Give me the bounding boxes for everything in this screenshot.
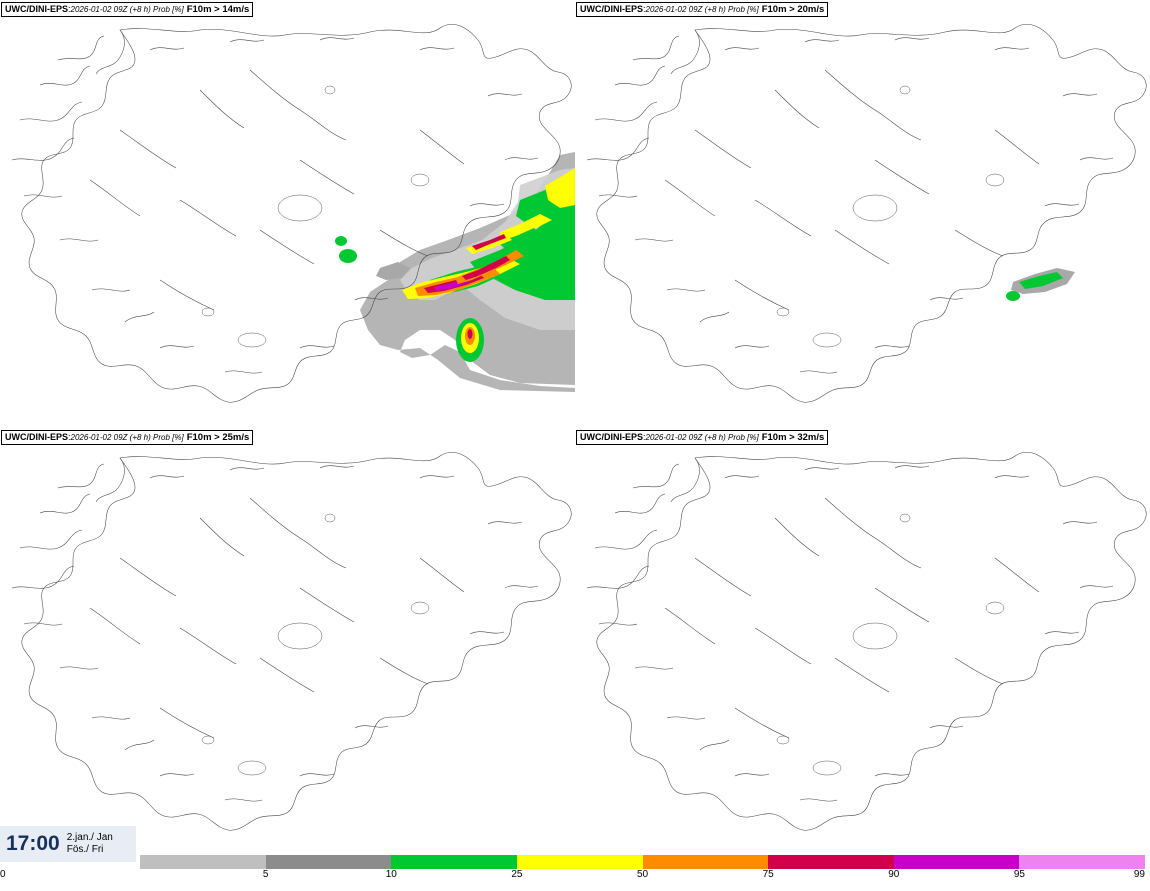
iceland-map-1 (575, 0, 1150, 427)
colorbar-segment-5 (140, 855, 266, 869)
colorbar-segment-90 (768, 855, 894, 869)
panel-run-label: 2026-01-02 09Z (+8 h) Prob [%] (70, 433, 184, 442)
colorbar-segment-50 (517, 855, 643, 869)
colorbar-tick-25: 25 (511, 869, 523, 880)
panel-title-3 (576, 430, 828, 445)
panel-title-separator: : (643, 4, 646, 14)
lakes-1 (777, 86, 1004, 347)
colorbar (0, 855, 1145, 880)
panel-variable-label: F10m > 20m/s (761, 4, 825, 15)
colorbar-tick-95: 95 (1013, 869, 1025, 880)
panel-model-label: UWC/DINI-EPS (580, 432, 643, 442)
colorbar-gradient (140, 855, 1145, 869)
colorbar-ticks (0, 869, 1145, 883)
panel-title-separator: : (68, 4, 71, 14)
panel-run-label: 2026-01-02 09Z (+8 h) Prob [%] (645, 433, 759, 442)
panel-variable-label: F10m > 14m/s (186, 4, 250, 15)
iceland-map-2 (0, 428, 575, 855)
map-canvas-2[interactable] (0, 428, 575, 855)
colorbar-tick-75: 75 (762, 869, 774, 880)
coastline-3 (587, 452, 1146, 830)
valid-date-line2: Fös./ Fri (66, 844, 104, 855)
colorbar-segment-10 (266, 855, 392, 869)
panel-title-0 (1, 2, 253, 17)
colorbar-tick-90: 90 (888, 869, 900, 880)
coastline-1 (587, 24, 1146, 402)
panel-model-label: UWC/DINI-EPS (580, 4, 643, 14)
colorbar-tick-5: 5 (262, 869, 269, 880)
panel-title-2 (1, 430, 253, 445)
coastline-2 (12, 452, 571, 830)
colorbar-tick-99: 99 (1133, 869, 1145, 880)
panel-title-1 (576, 2, 828, 17)
probability-shading-0 (335, 152, 575, 392)
colorbar-tick-0: 0 (0, 869, 6, 880)
lakes-2 (202, 514, 429, 775)
panel-title-separator: : (68, 432, 71, 442)
map-panel-0[interactable] (0, 0, 575, 427)
map-panel-2[interactable] (0, 428, 575, 855)
panel-variable-label: F10m > 25m/s (186, 432, 250, 443)
panel-run-label: 2026-01-02 09Z (+8 h) Prob [%] (645, 5, 759, 14)
valid-time: 17:00 (6, 832, 60, 855)
iceland-map-3 (575, 428, 1150, 855)
colorbar-segment-25 (391, 855, 517, 869)
panel-variable-label: F10m > 32m/s (761, 432, 825, 443)
panel-run-label: 2026-01-02 09Z (+8 h) Prob [%] (70, 5, 184, 14)
map-panel-1[interactable] (575, 0, 1150, 427)
colorbar-tick-50: 50 (636, 869, 649, 880)
valid-date-line1: 2.jan./ Jan (66, 832, 113, 843)
map-canvas-1[interactable] (575, 0, 1150, 427)
panel-title-separator: : (643, 432, 646, 442)
colorbar-tick-10: 10 (385, 869, 397, 880)
colorbar-segment-99 (1019, 855, 1145, 869)
probability-shading-1 (1006, 268, 1075, 301)
panel-model-label: UWC/DINI-EPS (5, 432, 68, 442)
map-panel-3[interactable] (575, 428, 1150, 855)
colorbar-segment-75 (643, 855, 769, 869)
map-canvas-0[interactable] (0, 0, 575, 427)
valid-date (67, 832, 113, 856)
map-canvas-3[interactable] (575, 428, 1150, 855)
panel-model-label: UWC/DINI-EPS (5, 4, 68, 14)
iceland-map-0 (0, 0, 575, 427)
footer-bar (0, 826, 1150, 891)
valid-time-box (0, 826, 136, 862)
colorbar-segment-95 (894, 855, 1020, 869)
lakes-3 (777, 514, 1004, 775)
